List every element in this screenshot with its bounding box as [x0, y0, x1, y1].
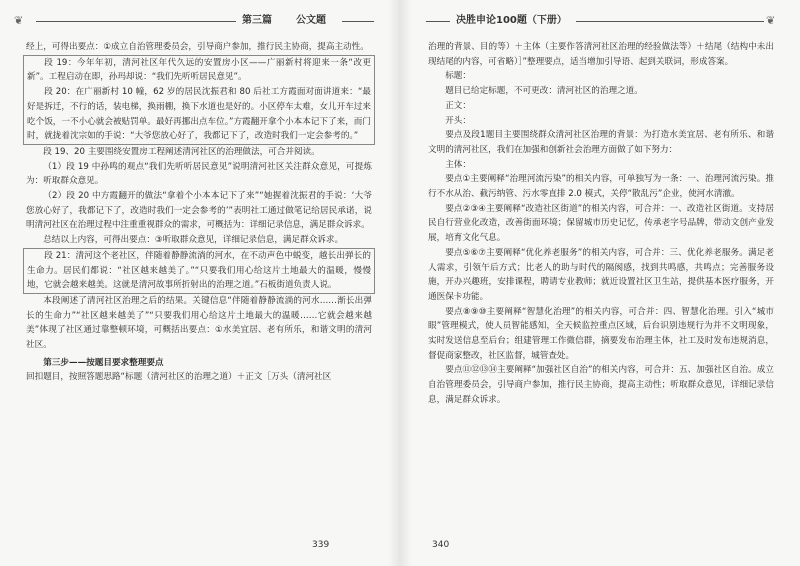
- paragraph: 段 20：在广丽新村 10 幢，62 岁的居民沈振君和 80 后社工方霞面对面讲道来：“最好是拆迁，不行的话，装电梯，换雨棚，换下水道也是好的。小区停车太难，女儿开车过来吃个饭，一不小心就会被贴罚单。最好再挪出点车位。”方霞翻开拿个小本本记下了来，而门时，就拢着沈宗如的手说：“大爷您放心好了，我都记下了，改造时我们一定会参考的。”: [27, 87, 371, 142]
- step-heading: 第三步——按题目要求整理要点: [43, 357, 164, 368]
- right-header: [426, 14, 776, 28]
- paragraph: 要点②③④主要阐释“改造社区街道”的相关内容，可合并：一、改造社区街道。支持居民自行营业化改造，改善街面环境；保留城市历史记忆，传承老字号品牌，带动文创产业发展，培育文化气息。: [428, 203, 774, 244]
- leaf-ornament-icon: ❦: [766, 14, 776, 27]
- label: 主体：: [445, 159, 471, 170]
- paragraph: 题目已给定标题，不可更改：清河社区的治理之道。: [445, 86, 643, 97]
- quoted-passage: [23, 248, 375, 294]
- book-title: 决胜申论100题（下册）: [452, 14, 571, 28]
- paragraph: 要点①主要阐释“治理河流污染”的相关内容，可单独写为一条：一、治理河流污染。推行不水从治、截污纳管、污水零直排 2.0 模式，关停“散乱污”企业，使河水清澈。: [428, 174, 774, 200]
- page-shadow: [402, 0, 412, 566]
- header-rule: [342, 21, 374, 22]
- paragraph: 本段阐述了清河社区治理之后的结果。关键信息“伴随着静静流淌的河水……渐长出弹长的生命力”“社区越来越美了”“只要我们用心给这片土地最大的温暖……它就会越来越美”体现了社区通过靠整顿环境，可概括出要点：①水美宜居、老有所乐，和谐文明的清河社区。: [26, 295, 372, 351]
- paragraph: 要点及段1题目主要围绕群众清河社区治理的背景：为打造水美宜居、老有所乐、和谐文明的清河社区，我们在加强和创新社会治理方面做了如下努力：: [428, 130, 774, 155]
- paragraph: 段 21：清河这个老社区，伴随着静静流淌的河水，在不动声色中蜕变，越长出弹长的生命力。居民们都说：“社区越来越美了。”“只要我们用心给这片土地最大的温暖，慢慢地，它就会越来越美。这就是清河故事所折射出的治理之道。”石板街道负责人说。: [27, 250, 371, 291]
- quoted-passage: [23, 55, 375, 144]
- paragraph: 经上，可得出要点：①成立自治管理委员会，引导商户参加，推行民主协商，提高主动性。: [26, 42, 369, 52]
- label: 标题：: [445, 71, 471, 82]
- paragraph: 要点⑧⑨⑩主要阐释“智慧化治理”的相关内容，可合并：四、智慧化治理。引入“城市眼”管理模式，使人员智能感知，全天候监控重点区域，后台识别违规行为并不文明现象，实时发送信息至后台；组建管理工作微信群，摘要发布治理主体，社工及时发布违规消息，督促商家整改，社区监督，城管查处。: [428, 306, 774, 361]
- paragraph: 总结以上内容，可得出要点：③听取群众意见，详细记录信息，满足群众诉求。: [43, 235, 344, 246]
- paragraph: 回扣题目，按照答题思路“标题（清河社区的治理之道）＋正文［万头（清河社区: [26, 372, 332, 383]
- page-number: 339: [312, 540, 330, 550]
- right-body: [428, 40, 774, 408]
- header-rule: [426, 21, 450, 22]
- leaf-ornament-icon: ❦: [14, 14, 24, 27]
- section-label: 第三篇: [238, 14, 276, 28]
- left-body: [26, 40, 372, 385]
- paragraph: 要点⑪⑫⑬⑭主要阐释“加强社区自治”的相关内容，可合并：五、加强社区自治。成立自治管理委员会，引导商户参加，推行民主协商，提高主动性；听取群众意见，详细记录信息，满足群众诉求。: [428, 365, 774, 405]
- page-shadow: [388, 0, 398, 566]
- label: 开头：: [445, 115, 471, 126]
- paragraph: 段 19、20 主要围绕安置房工程阐述清河社区的治理做法，可合并阅读。: [23, 144, 375, 160]
- left-header: [14, 14, 374, 28]
- paragraph: 段 19：今年年初，清河社区年代久远的安置房小区——广丽新村将迎来一条“改更新”。工程启动在即，孙玛却说：“我们先听听居民意见”。: [27, 57, 371, 83]
- paragraph: （1）段 19 中孙鸣的观点“我们先听听居民意见”说明清河社区关注群众意见，可提炼为：听取群众意见。: [26, 161, 372, 187]
- paragraph: 要点⑤⑥⑦主要阐释“优化养老服务”的相关内容，可合并：三、优化养老服务。满足老人需求，引领午后方式；比老人的助与时代的隔阂感，找到共鸣感，共鸣点；完善服务设施，开办兴趣班，安排课程，聘请专业教师；就近设置社区卫生站，提供基本医疗服务，开通医保卡功能。: [428, 247, 774, 302]
- section-title: 公文题: [292, 14, 330, 28]
- page-number: 340: [432, 540, 450, 550]
- header-rule: [576, 21, 764, 22]
- label: 正文：: [445, 100, 471, 111]
- paragraph: 治理的背景、目的等）＋主体（主要作答清河社区治理的经验做法等）＋结尾（结构中未出现结尾的内容，可省略）］”整理要点，适当增加引导语、起到关联词，形成答案。: [428, 42, 774, 67]
- paragraph: （2）段 20 中方霞翻开的做法“拿着个小本本记下了来”“她握着沈振君的手说：‘大爷您放心好了，我都记下了，改造时我们一定会参考的’”表明社工通过做笔记给居民承诺，说明清河社区在治理过程中注重重视群众的需求，可概括为：详细记录信息，满足群众诉求。: [26, 191, 372, 231]
- left-page: [0, 0, 398, 566]
- right-page: [402, 0, 800, 566]
- header-rule: [36, 21, 236, 22]
